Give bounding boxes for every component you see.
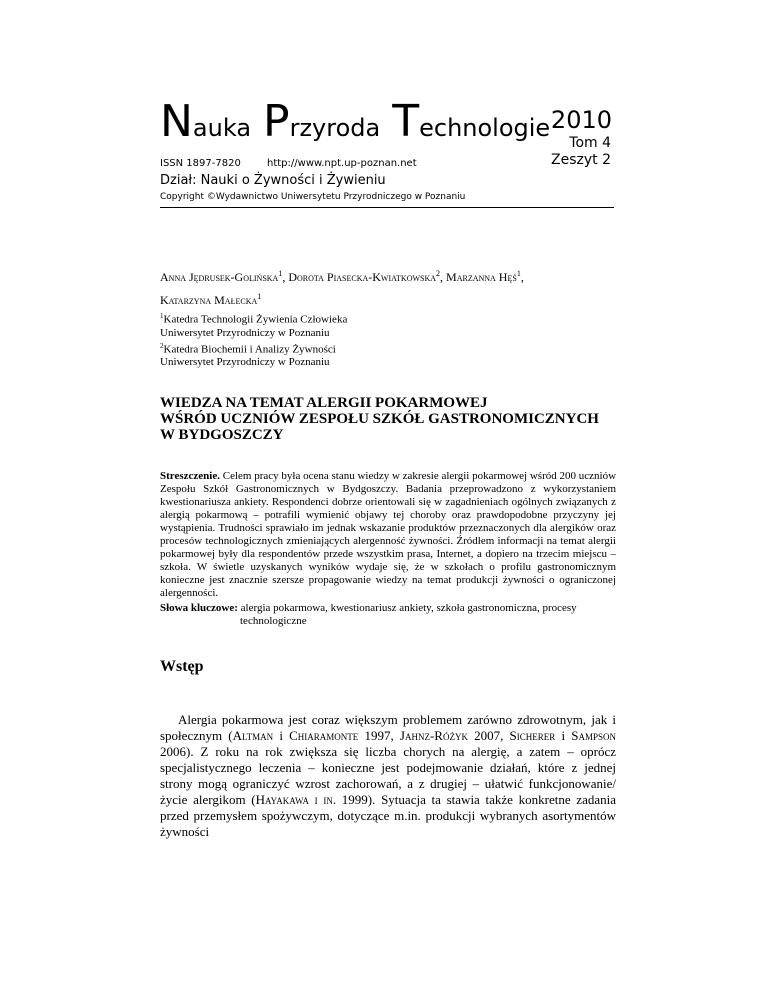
abstract-text: Celem pracy była ocena stanu wiedzy w zakresie alergii pokarmowej wśród 200 uczniów Zespołu Szkół Gastronomicznych w Bydgoszczy. Badania przeprowadzono z wykorzystaniem kwestionariusza ankiety. Respondenci dobrze orientowali się w zagadnieniach ogólnych związanych z alergią pokarmową – potrafili wymienić objawy tej choroby oraz prawdopodobne przyczyny jej wystąpienia. Trudności sprawiało im jednak wskazanie produktów przeznaczonych dla alergików oraz procesów technologicznych zmieniających alergenność żywności. Źródłem informacji na temat alergii pokarmowej były dla respondentów przede wszystkim prasa, Internet, a dopiero na trzecim miejscu – szkoła. W świetle uzyskanych wyników wydaje się, że w szkołach o profilu gastronomicznym konieczne jest znacznie szersze propagowanie wiedzy na temat produkcji żywności o ograniczonej alergenności. xyxy=(160,470,617,599)
section-label: Dział: Nauki o Żywności i Żywieniu xyxy=(160,173,386,188)
author: Katarzyna Małecka$^1$ xyxy=(160,292,262,307)
title-line: WIEDZA NA TEMAT ALERGII POKARMOWEJ xyxy=(160,395,488,411)
section-heading: Wstęp xyxy=(160,658,204,675)
affiliation-university: Uniwersytet Przyrodniczy w Poznaniu xyxy=(160,326,330,339)
keywords-line: technologiczne xyxy=(240,615,307,627)
citation-author: Hayakawa i in. xyxy=(255,792,337,807)
affiliations xyxy=(160,310,347,369)
affiliation-dept: $^1$Katedra Technologii Żywienia Człowieka xyxy=(160,312,348,326)
journal-title-word: Technologie xyxy=(392,96,551,147)
title-line: WŚRÓD UCZNIÓW ZESPOŁU SZKÓŁ GASTRONOMICZNYCH xyxy=(160,411,599,427)
abstract-label: Streszczenie. xyxy=(160,470,220,482)
header-divider xyxy=(160,207,614,208)
author: Dorota Piasecka-Kwiatkowska$^2$ xyxy=(288,269,441,284)
issn: ISSN 1897-7820 xyxy=(160,158,241,169)
article-title xyxy=(160,395,620,443)
affiliation-dept: $^2$Katedra Biochemii i Analizy Żywności xyxy=(160,341,336,356)
journal-title xyxy=(160,96,562,147)
author: Anna Jędrusek-Golińska$^1$ xyxy=(160,269,283,284)
abstract xyxy=(160,470,616,600)
keywords-label: Słowa kluczowe: xyxy=(160,602,238,614)
copyright-notice: Copyright ©Wydawnictwo Uniwersytetu Przyrodniczego w Poznaniu xyxy=(160,192,466,202)
journal-title-word: Przyroda xyxy=(263,96,381,147)
author-list: Anna Jędrusek-Golińska$^1$, Dorota Piasecka-Kwiatkowska$^2$, Marzanna Hęś$^1$, Katarzyna Małecka$^1$ xyxy=(160,269,524,307)
keywords xyxy=(160,602,616,628)
volume: Tom 4 xyxy=(569,135,611,151)
volume-issue xyxy=(551,135,611,169)
issue: Zeszyt 2 xyxy=(551,152,611,168)
title-line: W BYDGOSZCZY xyxy=(160,427,284,443)
citation-author: Chiaramonte xyxy=(289,728,359,743)
citation-author: Altman xyxy=(232,728,274,743)
citation-author: Sicherer xyxy=(509,728,556,743)
citation-author: Jahnz-Różyk xyxy=(399,728,468,743)
affiliation-university: Uniwersytet Przyrodniczy w Poznaniu xyxy=(160,356,330,369)
author: Marzanna Hęś$^1$ xyxy=(446,269,521,284)
publication-year: 2010 xyxy=(550,106,612,134)
citation-author: Sampson xyxy=(571,728,616,743)
intro-paragraph: Alergia pokarmowa jest coraz większym problemem zarówno zdrowotnym, jak i społecznym (Altman i Chiaramonte 1997, Jahnz-Różyk 2007, Sicherer i Sampson 2006). Z roku na rok zwiększa się liczba chorych na alergię, a zatem – oprócz specjalistycznego leczenia – konieczne jest podejmowanie działań, które z jednej strony mogą ograniczyć wzrost zachorowań, a z drugiej – ułatwić funkcjonowanie/życie alergikom (Hayakawa i in. 1999). Sytuacja ta stawia także konkretne zadania przed przemysłem spożywczym, dotyczące m.in. produkcji wybranych asortymentów żywności xyxy=(160,712,617,839)
journal-title-word: Nauka xyxy=(160,96,252,147)
keywords-line: alergia pokarmowa, kwestionariusz ankiety, szkoła gastronomiczna, procesy xyxy=(240,602,577,614)
journal-url[interactable]: http://www.npt.up-poznan.net xyxy=(267,158,417,169)
